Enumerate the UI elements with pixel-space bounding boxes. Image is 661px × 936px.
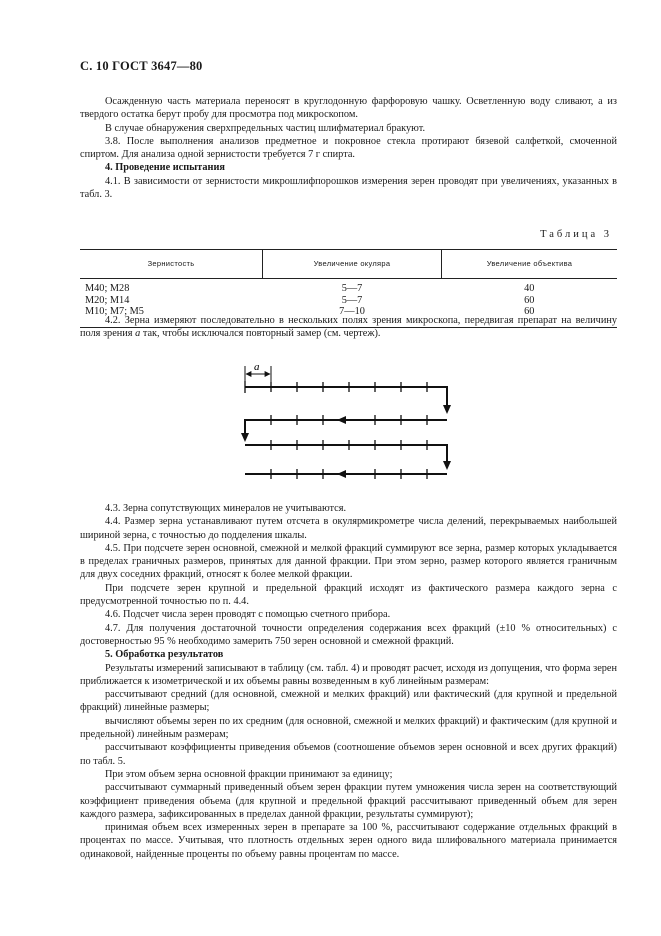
arrow-left-icon [337, 470, 346, 478]
paragraph-4-6: 4.6. Подсчет числа зерен проводят с помощью счетного прибора. [105, 609, 391, 621]
section-4-heading: 4. Проведение испытания [105, 162, 225, 174]
table-row [80, 279, 617, 295]
table-cell: М40; М28 [85, 283, 130, 294]
field-traverse-diagram [234, 358, 464, 488]
paragraph: При этом объем зерна основной фракции принимают за единицу; [105, 768, 393, 780]
table-3-caption: Таблица 3 [540, 229, 612, 240]
paragraph-4-2-text-end: так, чтобы исключался повторный замер (см. чертеж). [140, 328, 381, 340]
paragraph: рассчитывают суммарный приведенный объем зерен фракции путем умножения числа зерен на соответствующий коэффициент приведения объема (для крупной и предельной фракций рассчитывают приведенный объем для зерен каждого размера, зафиксированных в пределах данной фракции, результаты суммируют); [80, 782, 617, 820]
top-text-block [80, 95, 617, 201]
dimension-a [245, 361, 271, 382]
column-header: Увеличение объектива [442, 250, 618, 279]
table-cell: 5—7 [341, 294, 363, 306]
table-cell: 40 [524, 283, 535, 294]
table-cell: 7—10 [263, 306, 442, 327]
paragraph: принимая объем всех измеренных зерен в препарате за 100 %, рассчитывают содержание отдельных фракций в процентах по массе. Учитывая, что плотность отдельных зерен одного вида шлифовального материала принимается одинаковой, найденные проценты по объему равны процентам по массе. [80, 822, 617, 860]
dimension-label: а [254, 361, 260, 373]
paragraph: 3.8. После выполнения анализов предметное и покровное стекла протирают бязевой салфеткой, смоченной спиртом. Для анализа одной зернистости требуется 7 г спирта. [80, 135, 617, 161]
path-row-3 [245, 445, 447, 461]
paragraph-4-4: 4.4. Размер зерна устанавливают путем отсчета в окулярмикрометре числа делений, перекрываемых наибольшей шириной зерна, с точностью до подделения шкалы. [80, 516, 617, 541]
variable-a: а [135, 328, 141, 340]
page-header: С. 10 ГОСТ 3647—80 [80, 59, 203, 73]
paragraph: рассчитывают средний (для основной, смежной и мелких фракций) или фактический (для крупной и предельной фракций) линейные размеры; [80, 689, 617, 714]
table-cell: 5—7 [341, 283, 363, 294]
arrow-down-icon [443, 405, 451, 414]
division-ticks [245, 381, 427, 479]
paragraph: рассчитывают коэффициенты приведения объемов (соотношение объемов зерен основной и всех других фракций) по табл. 5. [80, 742, 617, 767]
traverse-path [245, 387, 447, 474]
paragraph-4-2-text: 4.2. Зерна измеряют последовательно в нескольких полях зрения микроскопа, передвигая препарат на величину поля зрения [80, 315, 617, 340]
table-row [80, 295, 617, 307]
table-cell: М20; М14 [85, 294, 130, 306]
paragraph-4-5: 4.5. При подсчете зерен основной, смежной и мелкой фракций суммируют все зерна, размер которых укладывается в пределах граничных размеров, принятых для данной фракции. При этом зерно, размер которого является граничным для двух соседних фракций, относят к более мелкой фракции. [80, 542, 617, 581]
column-header: Увеличение окуляра [263, 250, 442, 279]
table-cell: М10; М7; М5 [80, 306, 263, 327]
paragraph: Осажденную часть материала переносят в круглодонную фарфоровую чашку. Осветленную воду сливают, а из твердого остатка берут пробу для просмотра под микроскопом. [80, 96, 617, 121]
column-header: Зернистость [80, 250, 263, 279]
table-cell: 60 [442, 306, 618, 327]
paragraph-4-7: 4.7. Для получения достаточной точности определения содержания всех фракций (±10 % относительных) с достоверностью 95 % необходимо замерить 750 зерен основной и смежной фракций. [80, 622, 617, 647]
paragraph-4-2-block [80, 314, 617, 341]
arrowheads [241, 405, 451, 478]
paragraph: Результаты измерений записывают в таблицу (см. табл. 4) и проводят расчет, исходя из допущения, что форма зерен приближается к изометрической и их объемы равны возведенным в куб линейным размерам: [80, 662, 617, 687]
table-cell: 60 [524, 294, 535, 306]
middle-text-block [80, 502, 617, 861]
path-row-1 [245, 387, 447, 405]
arrow-left-icon [337, 416, 346, 424]
paragraph: При подсчете зерен крупной и предельной фракций исходят из фактического размера каждого зерна с предусмотренной точностью по п. 4.4. [80, 582, 617, 608]
paragraph-4-3: 4.3. Зерна сопутствующих минералов не учитываются. [105, 503, 347, 514]
section-5-heading: 5. Обработка результатов [105, 649, 224, 661]
paragraph: вычисляют объемы зерен по их средним (для основной, смежной и мелких фракций) и фактическим (для крупной и предельной) линейным размерам; [80, 715, 617, 741]
paragraph-4-1: 4.1. В зависимости от зернистости микрошлифпорошков измерения зерен проводят при увеличениях, указанных в табл. 3. [80, 175, 617, 201]
paragraph-4-2 [80, 314, 617, 341]
table-header-row [80, 250, 617, 279]
paragraph: В случае обнаружения сверхпредельных частиц шлифматериал бракуют. [105, 122, 426, 134]
arrow-down-icon [241, 433, 249, 442]
arrow-down-icon [443, 461, 451, 470]
